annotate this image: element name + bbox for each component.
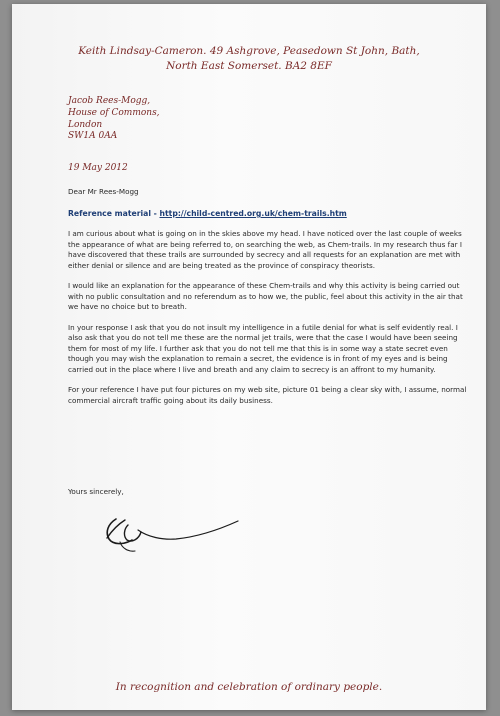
sender-address-line2: North East Somerset. BA2 8EF: [166, 59, 332, 72]
sender-address: [34, 44, 464, 73]
letter-page: [12, 4, 486, 710]
salutation: Dear Mr Rees-Mogg: [68, 187, 139, 196]
body-paragraph: I am curious about what is going on in the skies above my head. I have noticed over the last couple of weeks the appearance of what are being referred to, on searching the web, as Chem-trails. In my research thus far I have discovered that these trails are surrounded by secrecy and all requests for an explanation are met with either denial or silence and are being treated as the province of conspiracy theorists.: [68, 229, 462, 270]
recipient-city: London: [68, 119, 103, 130]
signature: [98, 512, 248, 560]
body-paragraph: I would like an explanation for the appearance of these Chem-trails and why this activity is being carried out with no public consultation and no referendum as to how we, the public, feel about this activity in the air that we have no choice but to breath.: [68, 281, 463, 311]
sender-address-line1: Keith Lindsay-Cameron. 49 Ashgrove, Peasedown St John, Bath,: [78, 45, 420, 57]
reference-label: Reference material -: [68, 209, 160, 218]
recipient-postcode: SW1A 0AA: [68, 131, 118, 142]
letter-body: [68, 229, 474, 416]
reference-line: [68, 209, 347, 218]
body-paragraph: For your reference I have put four pictures on my web site, picture 01 being a clear sky with, I assume, normal commercial aircraft traffic going about its daily business.: [68, 385, 467, 405]
body-paragraph: In your response I ask that you do not insult my intelligence in a futile denial for what is self evidently real. I also ask that you do not tell me these are the normal jet trails, were that the case I would have been seeing them for most of my life. I further ask that you do not tell me that this is in some way a state secret even though you may wish the explanation to remain a secret, the evidence is in front of my eyes and is being carried out in the place where I live and breath and any claim to secrecy is an affront to my humanity.: [68, 322, 458, 374]
closing: Yours sincerely,: [68, 487, 124, 496]
reference-link[interactable]: http://child-centred.org.uk/chem-trails.htm: [159, 209, 347, 218]
footer-motto: In recognition and celebration of ordinary people.: [115, 681, 383, 693]
recipient-name: Jacob Rees-Mogg,: [68, 96, 151, 106]
letter-date: 19 May 2012: [68, 163, 128, 173]
recipient-address: [68, 96, 160, 143]
recipient-organisation: House of Commons,: [68, 107, 160, 118]
